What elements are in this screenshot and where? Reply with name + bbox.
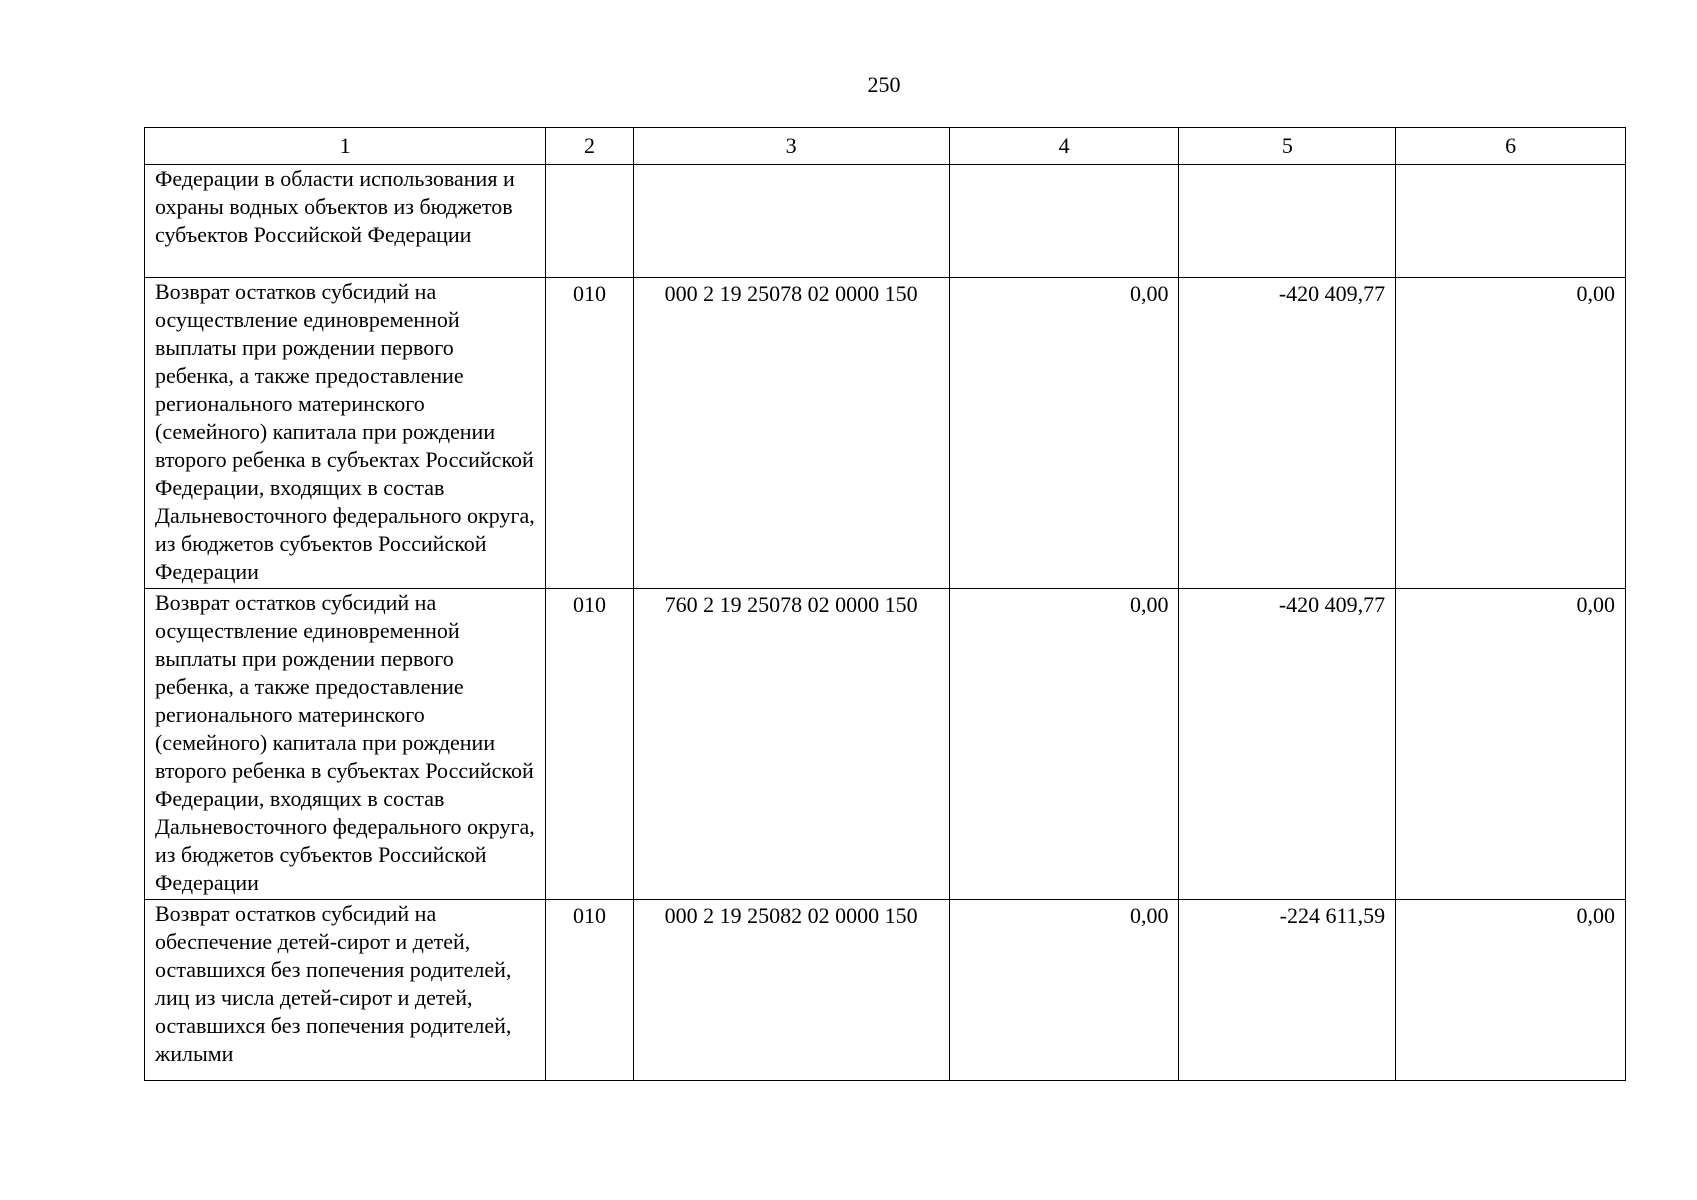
cell-text: 000 2 19 25078 02 0000 150 xyxy=(664,281,918,306)
cell-budget-code xyxy=(633,165,949,278)
cell-col-4 xyxy=(949,589,1179,900)
cell-budget-code xyxy=(633,900,949,1081)
cell-col-5 xyxy=(1179,165,1396,278)
cell-text: 010 xyxy=(572,903,606,928)
cell-text: 0,00 xyxy=(1129,592,1169,617)
cell-col-5 xyxy=(1179,589,1396,900)
table-row xyxy=(145,589,1626,900)
cell-text: Возврат остатков субсидий на обеспечение детей-сирот и детей, оставшихся без попечения родителей, лиц из числа детей-сирот и детей, оставшихся без попечения родителей, жилыми xyxy=(155,901,512,1066)
cell-text: 0,00 xyxy=(1129,281,1169,306)
cell-text xyxy=(960,165,1169,167)
cell-text: 010 xyxy=(572,592,606,617)
cell-text xyxy=(556,165,622,167)
header-col-5: 5 xyxy=(1179,128,1396,165)
cell-line-code xyxy=(546,165,633,278)
cell-name xyxy=(145,900,546,1081)
cell-budget-code xyxy=(633,278,949,589)
cell-col-5 xyxy=(1179,900,1396,1081)
header-col-1: 1 xyxy=(145,128,546,165)
cell-col-6 xyxy=(1396,900,1626,1081)
cell-text: 000 2 19 25082 02 0000 150 xyxy=(664,903,918,928)
cell-col-4 xyxy=(949,900,1179,1081)
cell-text: 0,00 xyxy=(1576,281,1615,306)
cell-text xyxy=(644,165,939,167)
cell-col-4 xyxy=(949,165,1179,278)
header-col-3: 3 xyxy=(633,128,949,165)
cell-text: -420 409,77 xyxy=(1278,592,1386,617)
cell-line-code xyxy=(546,278,633,589)
cell-text: Возврат остатков субсидий на осуществление единовременной выплаты при рождении первого ребенка, а также предоставление регионального материнского (семейного) капитала при рождении второго ребенка в субъектах Российской Федерации, входящих в состав Дальневосточного федерального округа, из бюджетов субъектов Российской Федерации xyxy=(155,590,535,895)
table-row xyxy=(145,900,1626,1081)
cell-col-5 xyxy=(1179,278,1396,589)
cell-text: 010 xyxy=(572,281,606,306)
table-header-row xyxy=(145,128,1626,165)
header-col-4: 4 xyxy=(949,128,1179,165)
budget-table xyxy=(144,127,1626,1081)
cell-text xyxy=(1189,165,1385,167)
cell-text: Федерации в области использования и охраны водных объектов из бюджетов субъектов Российской Федерации xyxy=(155,166,515,247)
cell-col-4 xyxy=(949,278,1179,589)
cell-text: -224 611,59 xyxy=(1279,903,1386,928)
cell-text xyxy=(1406,165,1615,167)
cell-name xyxy=(145,165,546,278)
cell-text: 0,00 xyxy=(1576,592,1615,617)
header-col-6: 6 xyxy=(1396,128,1626,165)
header-col-2: 2 xyxy=(546,128,633,165)
table-row xyxy=(145,165,1626,278)
page-number: 250 xyxy=(867,72,901,97)
cell-line-code xyxy=(546,900,633,1081)
cell-name xyxy=(145,589,546,900)
cell-text: -420 409,77 xyxy=(1278,281,1386,306)
cell-budget-code xyxy=(633,589,949,900)
cell-col-6 xyxy=(1396,589,1626,900)
cell-line-code xyxy=(546,589,633,900)
cell-col-6 xyxy=(1396,278,1626,589)
cell-text: Возврат остатков субсидий на осуществление единовременной выплаты при рождении первого ребенка, а также предоставление регионального материнского (семейного) капитала при рождении второго ребенка в субъектах Российской Федерации, входящих в состав Дальневосточного федерального округа, из бюджетов субъектов Российской Федерации xyxy=(155,279,535,584)
table-row xyxy=(145,278,1626,589)
cell-text: 0,00 xyxy=(1129,903,1169,928)
cell-text: 0,00 xyxy=(1576,903,1615,928)
cell-col-6 xyxy=(1396,165,1626,278)
cell-text: 760 2 19 25078 02 0000 150 xyxy=(664,592,918,617)
cell-name xyxy=(145,278,546,589)
